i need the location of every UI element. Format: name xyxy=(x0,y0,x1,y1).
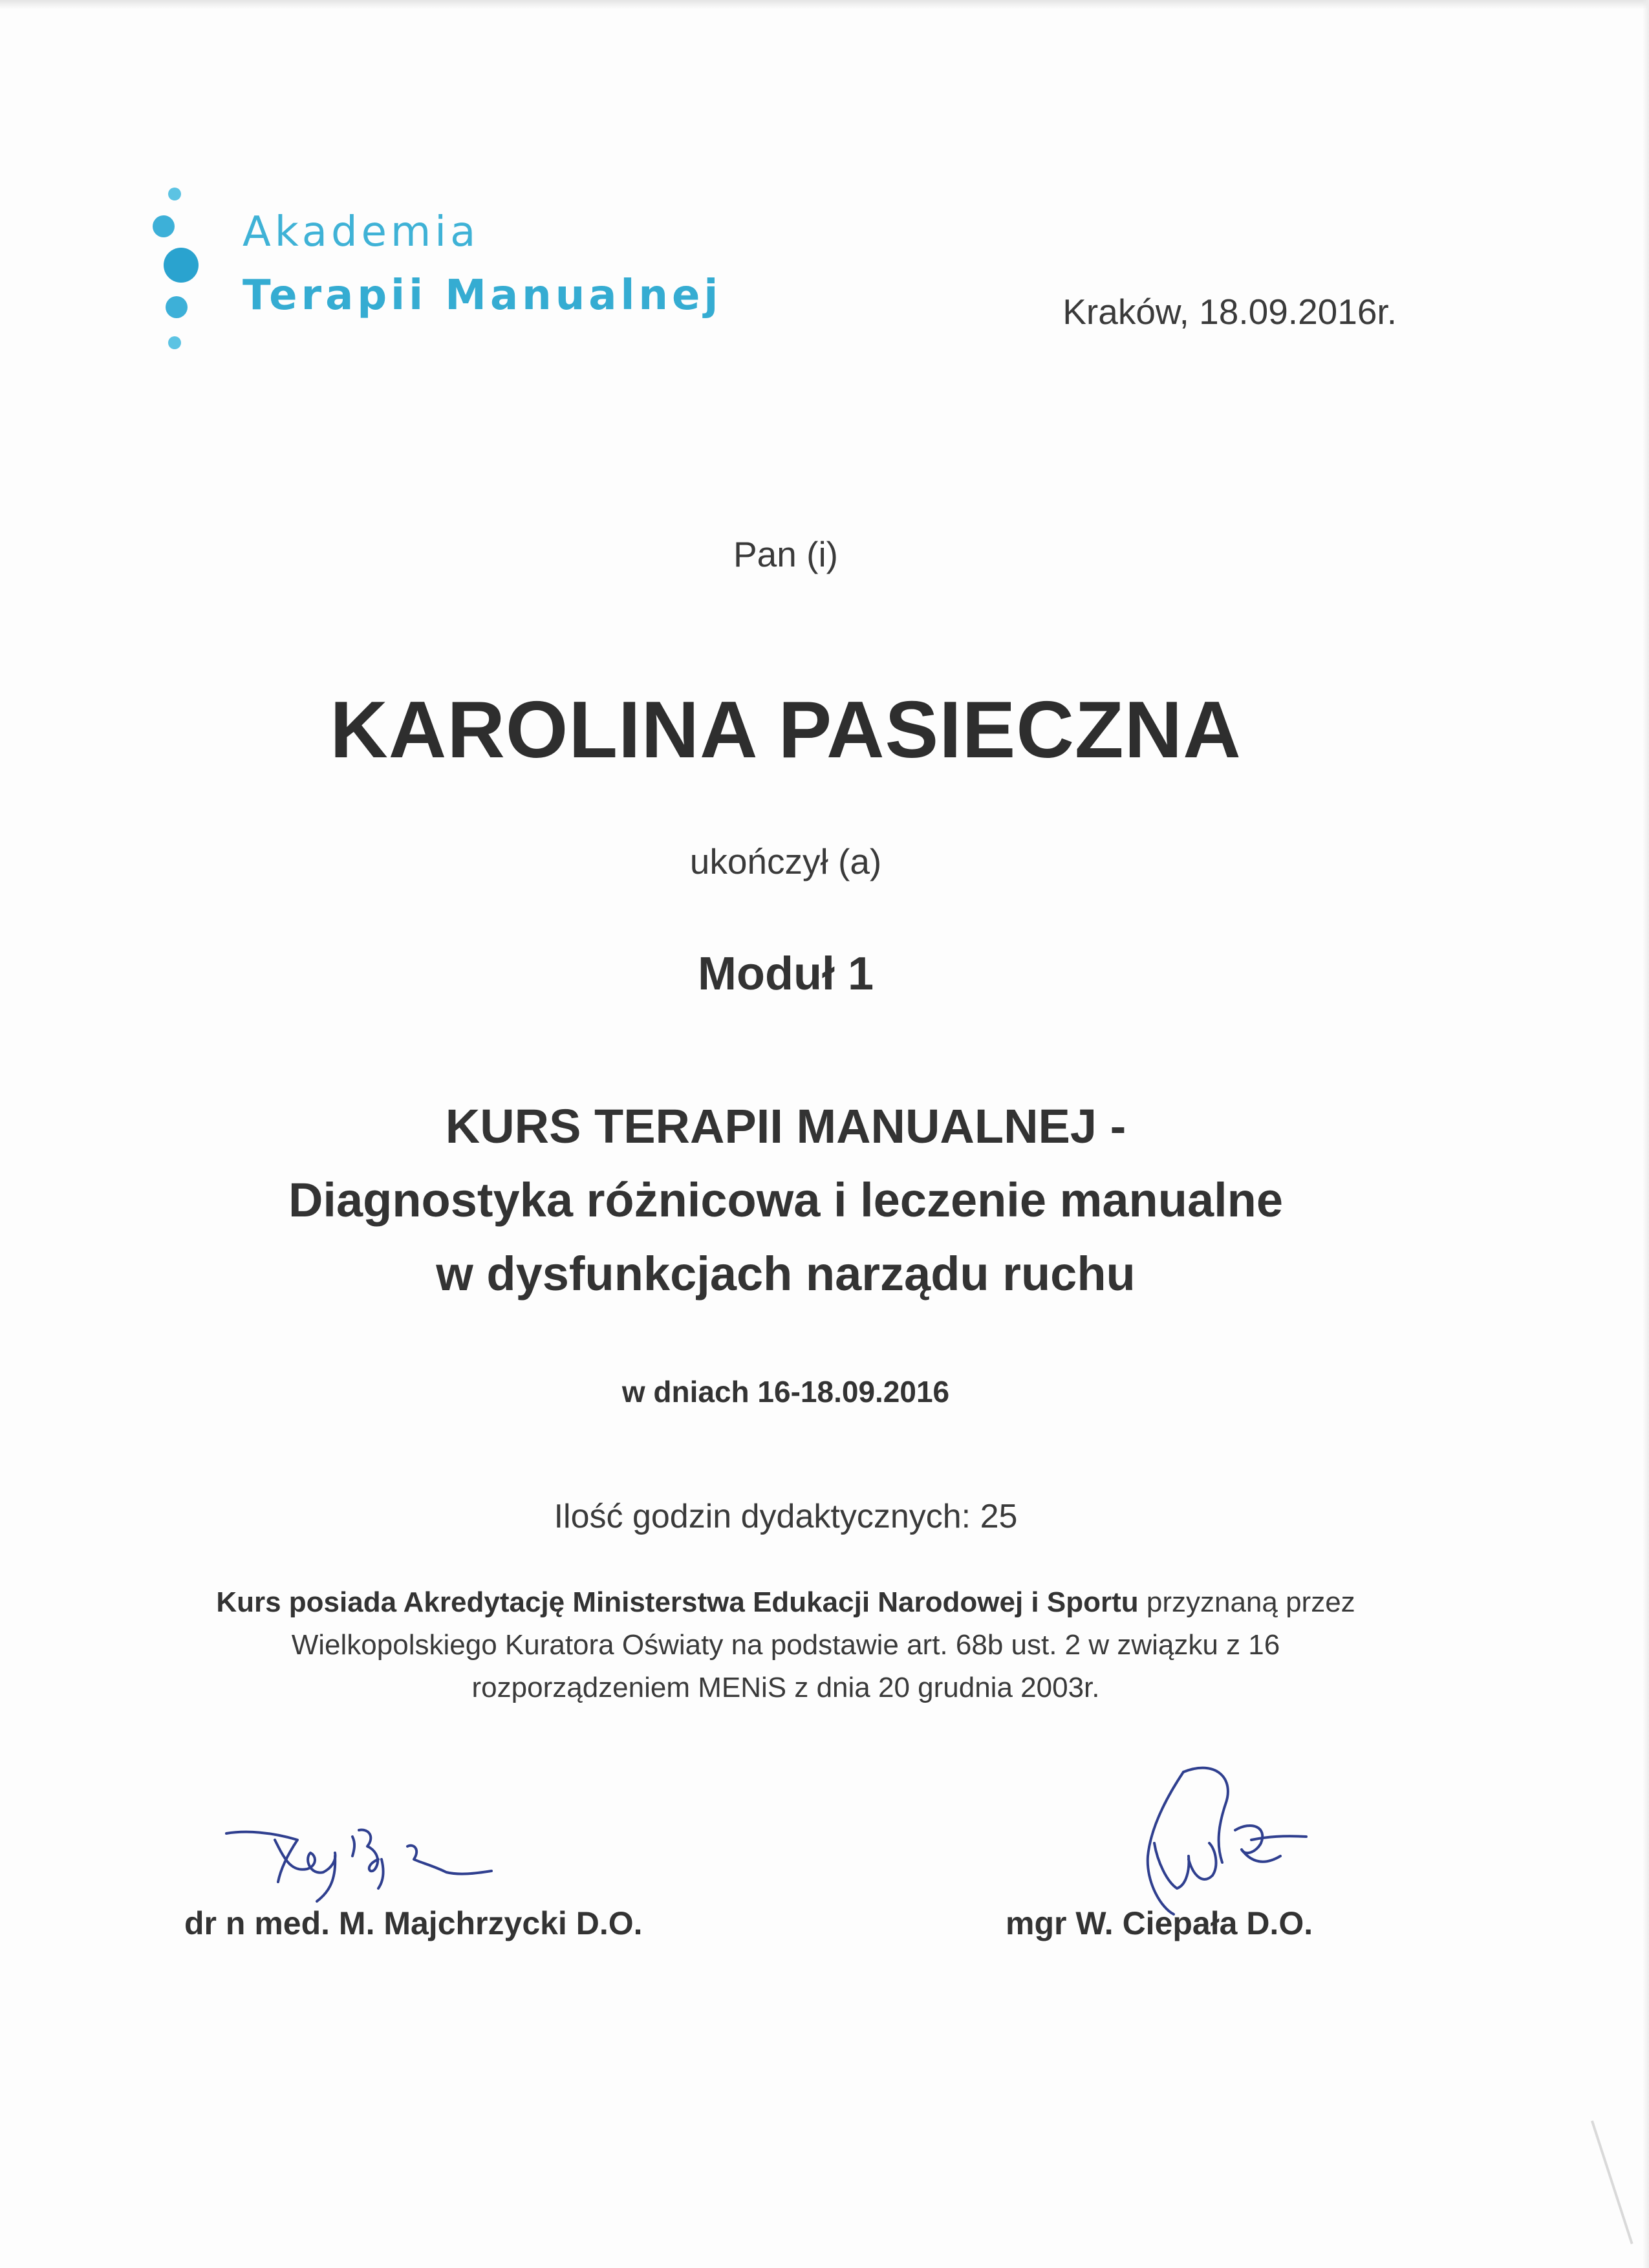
module-title: Moduł 1 xyxy=(698,948,874,1000)
place-and-date: Kraków, 18.09.2016r. xyxy=(1062,292,1397,332)
salutation: Pan (i) xyxy=(733,534,838,574)
accreditation-line1 xyxy=(0,1581,1571,1624)
course-title-line3: w dysfunkcjach narządu ruchu xyxy=(436,1247,1136,1301)
course-dates: w dniach 16-18.09.2016 xyxy=(621,1375,950,1409)
accreditation-line2: Wielkopolskiego Kuratora Oświaty na podstawie art. 68b ust. 2 w związku z 16 xyxy=(291,1629,1280,1661)
teaching-hours: Ilość godzin dydaktycznych: 25 xyxy=(554,1498,1018,1535)
accreditation-bold: Kurs posiada Akredytację Ministerstwa Edukacji Narodowej i Sportu xyxy=(216,1586,1139,1618)
signatory-right-name: mgr W. Ciepała D.O. xyxy=(1006,1905,1313,1941)
logo-dots-icon xyxy=(146,175,204,362)
logo-text-line2: Terapii Manualnej xyxy=(242,272,722,319)
scan-edge-top xyxy=(0,0,1649,9)
signature-right xyxy=(1112,1753,1319,1927)
accreditation-line1-rest: przyznaną przez xyxy=(1138,1586,1355,1618)
signature-left xyxy=(220,1820,517,1911)
course-title xyxy=(0,1090,1571,1311)
completed-label: ukończył (a) xyxy=(689,841,882,881)
scan-edge-right xyxy=(1643,0,1649,2268)
recipient-name: KAROLINA PASIECZNA xyxy=(330,686,1242,775)
accreditation-note xyxy=(0,1581,1571,1709)
signatory-left-name: dr n med. M. Majchrzycki D.O. xyxy=(184,1905,643,1941)
accreditation-line3: rozporządzeniem MENiS z dnia 20 grudnia 2003r. xyxy=(471,1672,1100,1703)
paper-crease xyxy=(1591,2121,1633,2244)
academy-logo xyxy=(146,175,727,362)
course-title-line2: Diagnostyka różnicowa i leczenie manualne xyxy=(288,1173,1284,1227)
course-title-line1: KURS TERAPII MANUALNEJ - xyxy=(445,1099,1126,1153)
logo-text-line1: Akademia xyxy=(242,208,480,256)
